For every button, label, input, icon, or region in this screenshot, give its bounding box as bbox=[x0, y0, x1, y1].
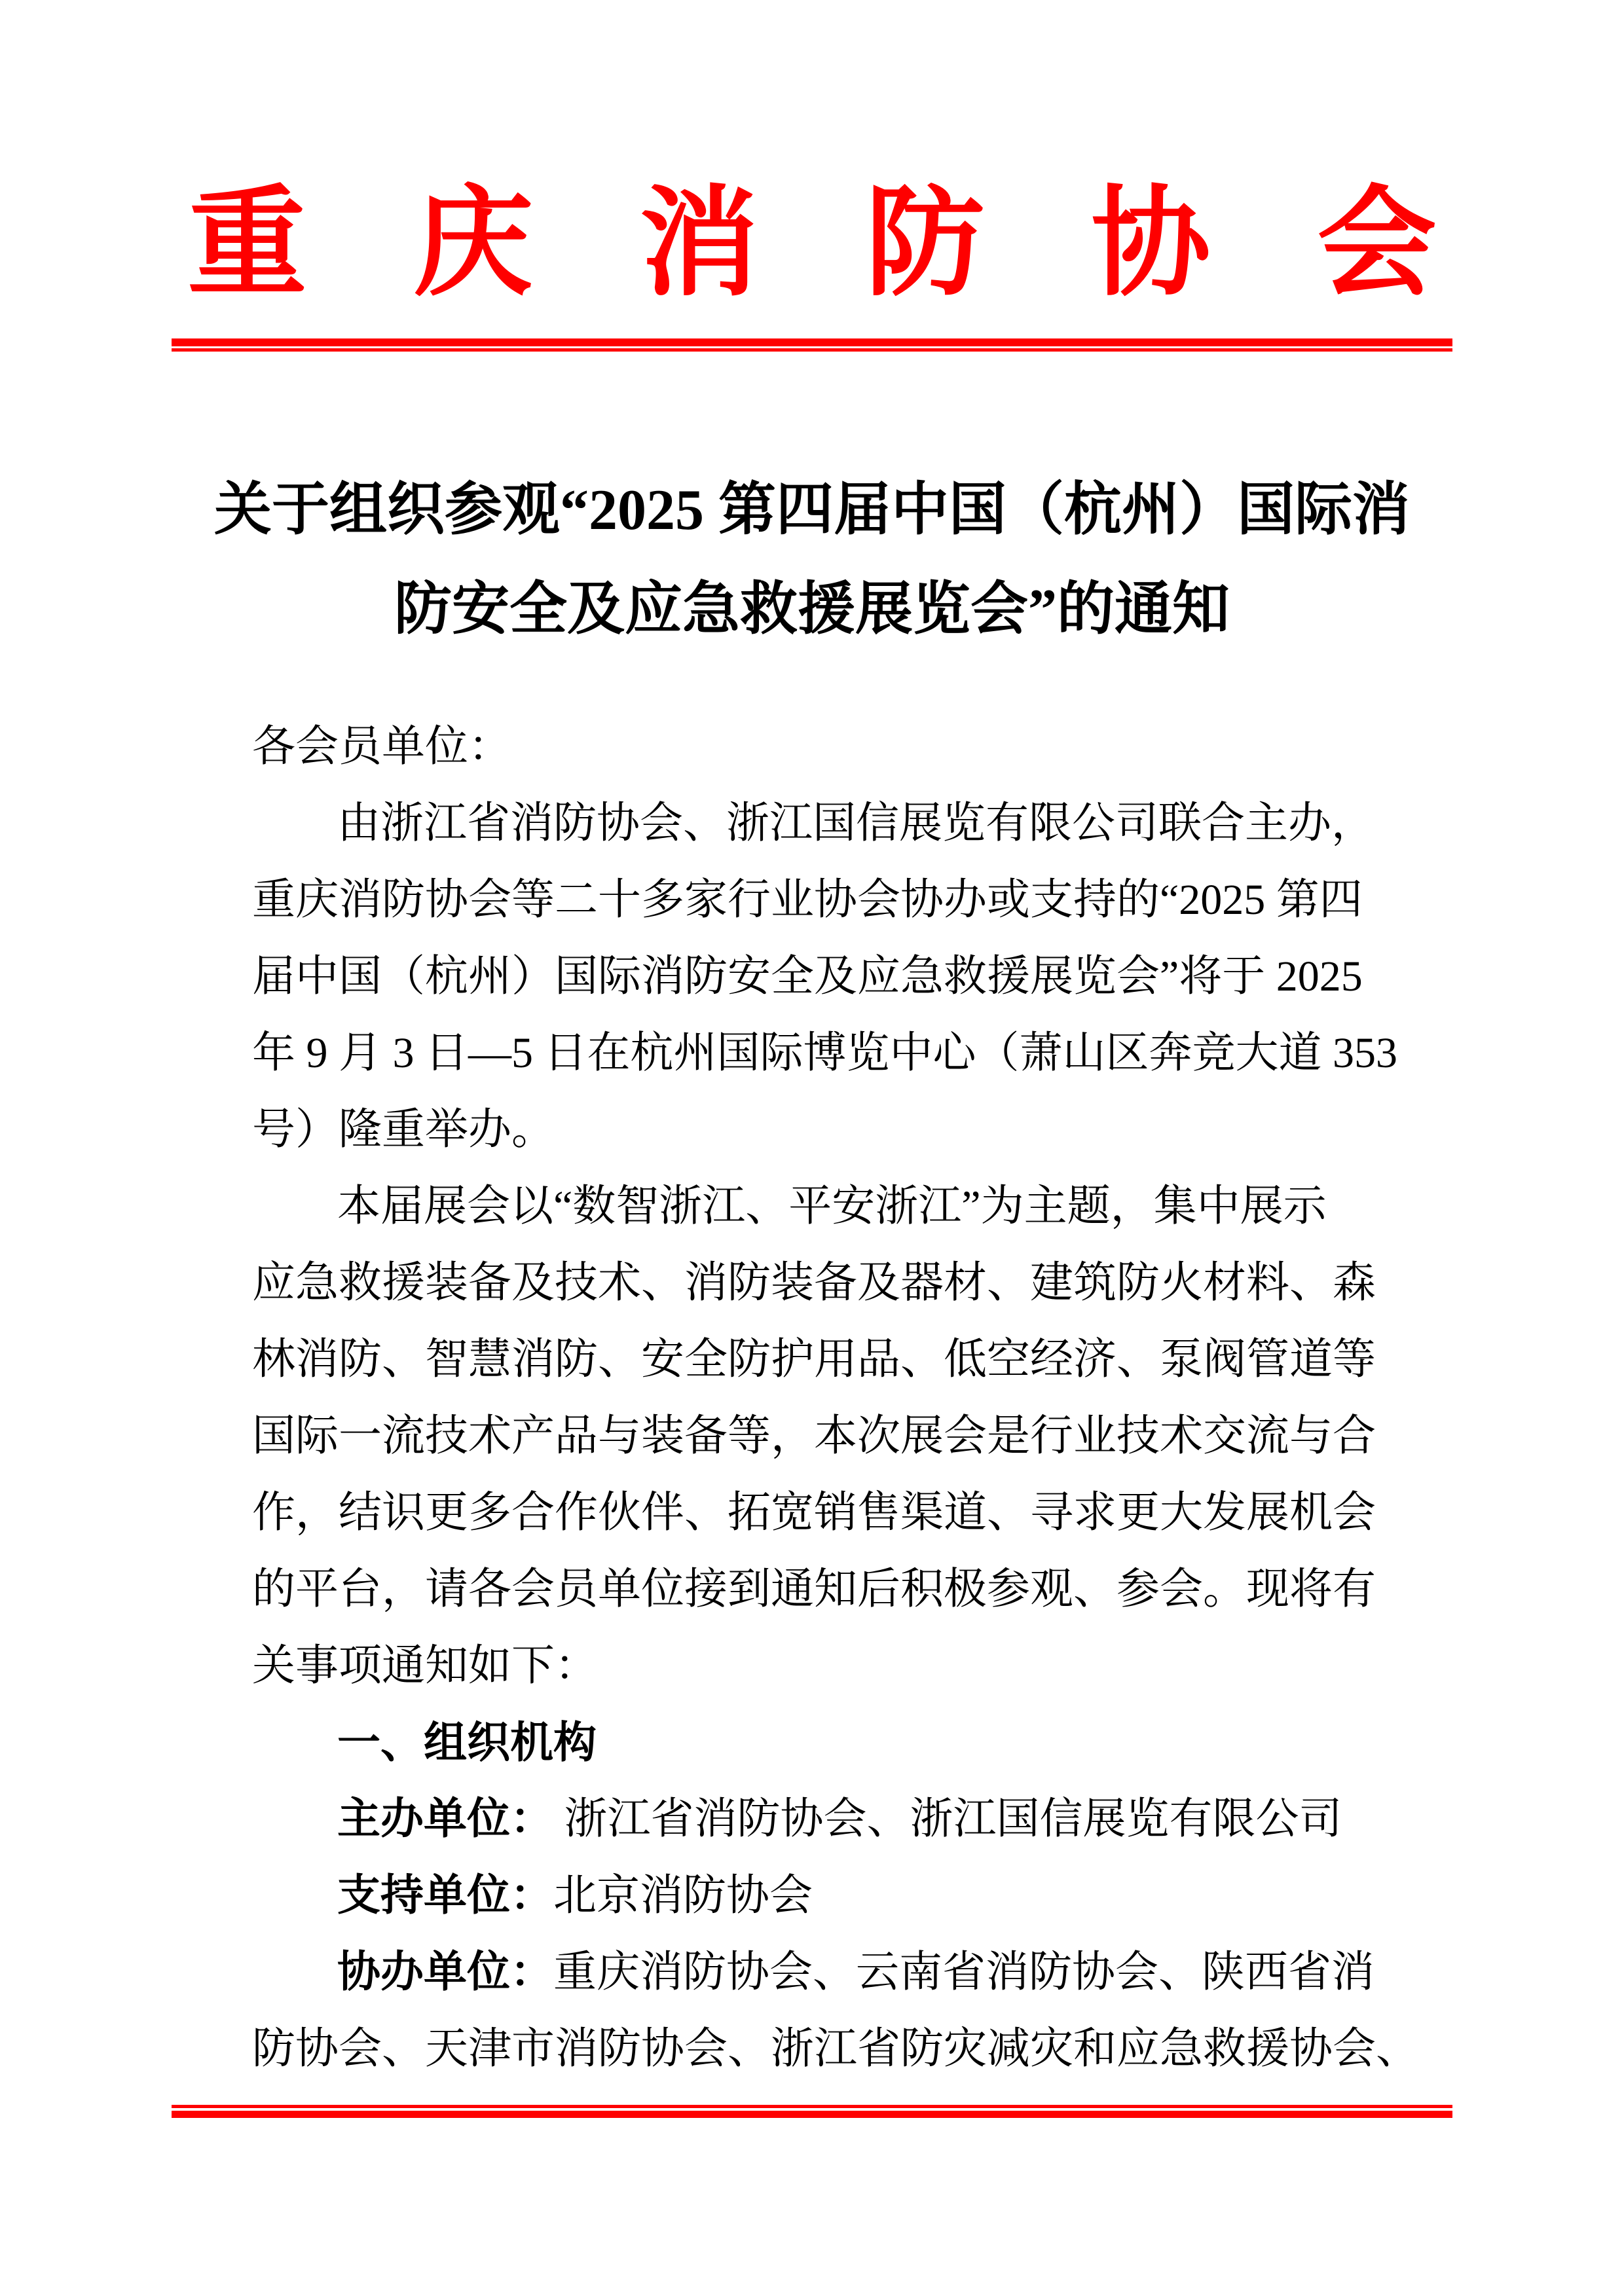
footer-divider-thick bbox=[172, 2111, 1452, 2118]
document-title bbox=[0, 461, 1624, 660]
body-line: 的平台，请各会员单位接到通知后积极参观、参会。现将有 bbox=[252, 1565, 1376, 1613]
co-organizer-value: 重庆消防协会、云南省消防协会、陕西省消 bbox=[553, 1948, 1375, 1996]
body-line: 届中国（杭州）国际消防安全及应急救援展览会”将于 2025 bbox=[252, 953, 1363, 1000]
body-line: 防协会、天津市消防协会、浙江省防灾减灾和应急救援协会、 bbox=[252, 2025, 1419, 2073]
letterhead-divider-thick bbox=[172, 338, 1452, 346]
organizer-value: 浙江省消防协会、浙江国信展览有限公司 bbox=[553, 1795, 1342, 1843]
body-line: 本届展会以“数智浙江、平安浙江”为主题，集中展示 bbox=[337, 1182, 1327, 1230]
co-organizer-line bbox=[252, 1934, 1376, 2011]
body-line: 林消防、智慧消防、安全防护用品、低空经济、泵阀管道等 bbox=[252, 1336, 1376, 1383]
letterhead-divider-thin bbox=[172, 348, 1452, 352]
body-line: 国际一流技术产品与装备等，本次展会是行业技术交流与合 bbox=[252, 1412, 1376, 1460]
body-line: 由浙江省消防协会、浙江国信展览有限公司联合主办， bbox=[337, 799, 1375, 847]
body-line: 年 9 月 3 日—5 日在杭州国际博览中心（萧山区奔竞大道 353 bbox=[252, 1029, 1397, 1077]
salutation-line: 各会员单位： bbox=[252, 723, 511, 771]
letterhead-org-name: 重庆消防协会 bbox=[187, 179, 1543, 310]
body-line: 关事项通知如下： bbox=[252, 1642, 598, 1690]
supporter-label: 支持单位： bbox=[337, 1872, 553, 1920]
body-line: 号）隆重举办。 bbox=[252, 1106, 555, 1154]
body-line: 应急救援装备及技术、消防装备及器材、建筑防火材料、森 bbox=[252, 1259, 1376, 1307]
document-body bbox=[252, 708, 1419, 2087]
document-title-line1: 关于组织参观“2025 第四届中国（杭州）国际消 bbox=[213, 479, 1410, 542]
organizer-label: 主办单位： bbox=[337, 1795, 553, 1843]
footer-divider-thin bbox=[172, 2105, 1452, 2108]
body-line: 重庆消防协会等二十多家行业协会协办或支持的“2025 第四 bbox=[252, 876, 1363, 924]
co-organizer-label: 协办单位： bbox=[337, 1948, 553, 1996]
section-heading-organization: 一、组织机构 bbox=[337, 1718, 597, 1766]
organizer-line bbox=[252, 1781, 1376, 1857]
document-title-line2: 防安全及应急救援展览会”的通知 bbox=[394, 578, 1230, 642]
supporter-value: 北京消防协会 bbox=[553, 1872, 813, 1920]
body-line: 作，结识更多合作伙伴、拓宽销售渠道、寻求更大发展机会 bbox=[252, 1489, 1376, 1537]
supporter-line bbox=[252, 1857, 1376, 1934]
